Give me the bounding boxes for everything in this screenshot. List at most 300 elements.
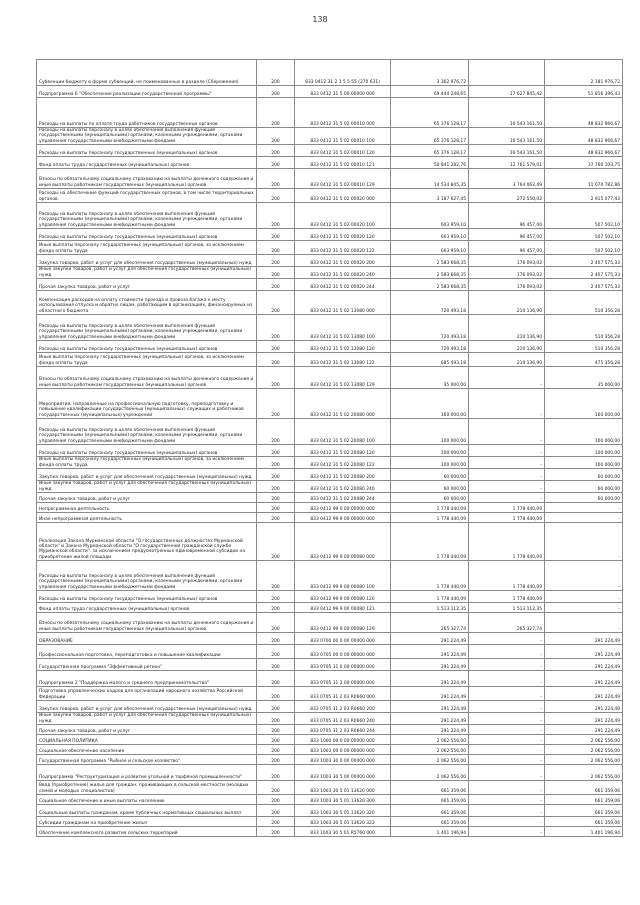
row-line-code: 200 [257,826,295,836]
row-line-code: 200 [257,60,295,86]
row-line-code: 200 [257,794,295,804]
row-budget-code: 833 0705 31 2 03 R0660 000 [295,686,391,700]
row-approved: 50 841 282,76 [391,156,469,168]
row-budget-code: 833 0705 00 0 00 00000 000 [295,644,391,658]
row-approved: 291 224,49 [391,658,469,670]
row-description: Расходы на выплаты персоналу государственных (муниципальных) органов [37,144,257,156]
row-description: Расходы на выплаты персоналу в целях обеспечения выполнения функций государственными (муниципальными) органами, казенными учреждениями, органами управления государственными внебюджетными фондами [37,560,257,590]
table-row [37,560,623,590]
row-executed: - [469,794,545,804]
row-executed: 16 543 161,50 [469,128,545,145]
row-line-code: 200 [257,156,295,168]
row-unexecuted: 2 407 575,33 [545,254,623,266]
row-executed: - [469,712,545,724]
row-budget-code: 833 0412 31 5 02 00020 122 [295,240,391,254]
row-unexecuted: 60 000,00 [545,468,623,480]
row-description: Взносы по обязательному социальному страхованию на выплаты денежного содержания и иные выплаты работникам государственных (муниципальных) органов [37,168,257,188]
row-budget-code: 833 0412 31 5 02 13080 100 [295,314,391,340]
table-row [37,522,623,560]
row-description: Фонд оплаты труда государственных (муниципальных) органов [37,602,257,612]
row-description: Закупка товаров, работ и услуг для обеспечения государственных (муниципальных) нужд [37,468,257,480]
row-budget-code: 833 0412 31 5 02 13080 000 [295,290,391,314]
table-row [37,240,623,254]
row-line-code: 200 [257,144,295,156]
row-executed: - [469,658,545,670]
table-row [37,794,623,804]
row-unexecuted: 37 760 103,75 [545,156,623,168]
row-approved: 291 224,49 [391,686,469,700]
row-budget-code: 833 0705 31 0 00 00000 000 [295,658,391,670]
table-row [37,754,623,764]
row-executed: - [469,480,545,492]
table-row [37,590,623,602]
row-line-code: 200 [257,388,295,418]
row-unexecuted: 475 356,28 [545,352,623,366]
row-unexecuted: 661 359,06 [545,780,623,794]
row-budget-code: 833 0412 99 9 00 00000 000 [295,512,391,522]
row-unexecuted: 510 356,28 [545,314,623,340]
row-executed: 96 457,00 [469,202,545,228]
table-row [37,492,623,502]
row-approved: 291 224,49 [391,712,469,724]
row-executed: 176 093,02 [469,266,545,278]
row-budget-code: 833 0412 31 5 02 13080 120 [295,340,391,352]
table-row [37,612,623,632]
table-row [37,144,623,156]
table-row [37,352,623,366]
row-budget-code: 833 0412 31 5 02 20080 000 [295,388,391,418]
row-line-code: 200 [257,98,295,128]
table-row [37,468,623,480]
row-description: Иные выплаты персоналу государственных (муниципальных) органов, за исключением фонда оплаты труда [37,352,257,366]
row-budget-code: 833 0412 31 5 02 00020 120 [295,228,391,240]
row-executed: - [469,816,545,826]
row-description: Мероприятия, направленные на профессиональную подготовку, переподготовку и повышение квалификации государственных (муниципальных) служащих и работников государственных (муниципальных) учреждений [37,388,257,418]
table-row [37,278,623,290]
row-approved: 1 401 196,94 [391,826,469,836]
row-line-code: 200 [257,670,295,686]
table-row [37,444,623,456]
row-line-code: 200 [257,278,295,290]
row-line-code: 200 [257,712,295,724]
row-executed: 96 457,00 [469,228,545,240]
row-executed: - [469,388,545,418]
row-budget-code: 833 0412 31 5 02 20080 120 [295,444,391,456]
row-budget-code: 833 1000 00 0 00 00000 000 [295,734,391,744]
row-approved: 1 778 440,09 [391,502,469,512]
row-approved: 720 493,18 [391,290,469,314]
row-executed: - [469,804,545,816]
row-line-code: 200 [257,456,295,468]
row-line-code: 200 [257,290,295,314]
row-executed: - [469,456,545,468]
row-description: Расходы на выплаты персоналу государственных (муниципальных) органов [37,340,257,352]
row-description: Иные закупки товаров, работ и услуг для обеспечения государственных (муниципальных) нужд [37,266,257,278]
row-budget-code: 833 0412 31 5 02 00020 000 [295,188,391,202]
row-budget-code: 833 0412 31 5 02 00010 120 [295,144,391,156]
table-row [37,128,623,145]
table-row [37,804,623,816]
row-unexecuted: 661 359,06 [545,816,623,826]
row-unexecuted: 48 832 966,67 [545,98,623,128]
row-description: Обеспечение комплексного развития сельских территорий [37,826,257,836]
row-unexecuted: 291 224,49 [545,700,623,712]
row-budget-code: 833 1003 30 5 01 13620 300 [295,794,391,804]
row-approved: 2 583 668,35 [391,254,469,266]
row-executed: 12 761 579,01 [469,156,545,168]
row-line-code: 200 [257,780,295,794]
table-row [37,290,623,314]
row-description: Ввод (приобретение) жилья для граждан, проживающих в сельской местности (молодых семей и молодых специалистов) [37,780,257,794]
row-approved: 603 959,10 [391,240,469,254]
row-unexecuted: 2 407 575,33 [545,278,623,290]
row-line-code: 200 [257,724,295,734]
row-description: Расходы на обеспечение функций государственных органов, в том числе территориальных органов [37,188,257,202]
row-line-code: 200 [257,754,295,764]
row-description: Расходы на выплаты по оплате труда работников государственных органов [37,98,257,128]
row-executed: 16 543 161,50 [469,144,545,156]
row-unexecuted: 291 224,49 [545,670,623,686]
table-row [37,602,623,612]
row-description: Иные закупки товаров, работ и услуг для обеспечения государственных (муниципальных) нужд [37,712,257,724]
row-line-code: 200 [257,700,295,712]
row-budget-code: 833 1003 30 5 00 00000 000 [295,764,391,780]
row-budget-code: 833 0412 31 2 1 5 5 55 (270 631) [295,60,391,86]
row-unexecuted: 510 356,28 [545,290,623,314]
row-approved: 14 534 845,35 [391,168,469,188]
row-unexecuted: 48 832 966,67 [545,128,623,145]
row-budget-code: 833 1003 30 5 01 13620 320 [295,804,391,816]
row-budget-code: 833 0705 31 2 03 R0660 240 [295,712,391,724]
table-row [37,512,623,522]
row-executed: - [469,644,545,658]
table-row [37,388,623,418]
row-line-code: 200 [257,266,295,278]
table-row [37,266,623,278]
row-unexecuted: 2 062 556,00 [545,754,623,764]
table-row [37,254,623,266]
table-row [37,632,623,644]
row-unexecuted: 507 502,10 [545,240,623,254]
row-line-code: 200 [257,128,295,145]
row-budget-code: 833 0412 31 5 02 00010 129 [295,168,391,188]
row-description: Социальное обеспечение и иные выплаты населению [37,794,257,804]
row-budget-code: 833 0412 31 5 02 20080 200 [295,468,391,480]
row-description: Расходы на выплаты персоналу в целях обеспечения выполнения функций государственными (муниципальными) органами, казенными учреждениями, органами управления государственными внебюджетными фондами [37,202,257,228]
table-row [37,670,623,686]
row-executed: - [469,754,545,764]
table-row [37,314,623,340]
row-unexecuted: 11 070 782,86 [545,168,623,188]
table-row [37,366,623,388]
row-line-code: 200 [257,168,295,188]
row-executed: 96 457,00 [469,240,545,254]
row-approved: 291 224,49 [391,644,469,658]
row-budget-code: 833 0700 00 0 00 00000 000 [295,632,391,644]
row-line-code: 200 [257,228,295,240]
row-line-code: 200 [257,612,295,632]
table-row [37,60,623,86]
row-executed: 1 778 440,09 [469,522,545,560]
row-unexecuted: 35 000,00 [545,366,623,388]
row-approved: 685 493,18 [391,352,469,366]
row-budget-code: 833 0412 31 5 00 00000 000 [295,86,391,98]
row-description: Социальные выплаты гражданам, кроме публичных нормативных социальных выплат [37,804,257,816]
row-executed: 17 627 845,42 [469,86,545,98]
row-executed: 176 093,02 [469,278,545,290]
row-line-code: 200 [257,202,295,228]
row-budget-code: 833 0412 31 5 02 00020 200 [295,254,391,266]
row-unexecuted: - [545,560,623,590]
row-description: Подпрограмма 2 "Поддержка малого и среднего предпринимательства" [37,670,257,686]
row-line-code: 200 [257,86,295,98]
row-executed: - [469,724,545,734]
row-unexecuted: 2 062 556,00 [545,764,623,780]
row-executed: 210 136,90 [469,314,545,340]
row-budget-code: 833 0412 31 5 02 00010 100 [295,128,391,145]
row-approved: 60 000,00 [391,468,469,480]
row-approved: 661 359,06 [391,780,469,794]
row-description: Взносы по обязательному социальному страхованию на выплаты денежного содержания и иные выплаты работникам государственных (муниципальных) органов [37,366,257,388]
row-budget-code: 833 1003 30 0 00 00000 000 [295,754,391,764]
row-budget-code: 833 0412 31 5 02 00020 240 [295,266,391,278]
row-line-code: 200 [257,502,295,512]
row-line-code: 200 [257,560,295,590]
table-row [37,480,623,492]
page-number: 138 [312,15,328,24]
row-description: Расходы на выплаты персоналу государственных (муниципальных) органов [37,228,257,240]
table-row [37,644,623,658]
table-row [37,418,623,444]
row-budget-code: 833 1003 00 0 00 00000 000 [295,744,391,754]
row-unexecuted: 1 401 196,94 [545,826,623,836]
table-row [37,744,623,754]
row-budget-code: 833 1003 30 5 01 13620 322 [295,816,391,826]
table-row [37,168,623,188]
row-unexecuted: - [545,512,623,522]
row-line-code: 200 [257,764,295,780]
table-row [37,712,623,724]
row-description: Подготовка управленческих кадров для организаций народного хозяйства Российской Федерации [37,686,257,700]
row-line-code: 200 [257,734,295,744]
row-unexecuted: - [545,590,623,602]
row-unexecuted: 160 000,00 [545,388,623,418]
row-executed: - [469,468,545,480]
row-unexecuted: - [545,502,623,512]
row-budget-code: 833 0705 31 2 03 R0660 244 [295,724,391,734]
row-budget-code: 833 0412 31 5 02 20080 240 [295,480,391,492]
table-row [37,86,623,98]
row-executed: - [469,444,545,456]
row-description: Расходы на выплаты персоналу государственных (муниципальных) органов [37,444,257,456]
row-approved: 265 327,74 [391,612,469,632]
row-executed: 1 778 440,09 [469,560,545,590]
row-unexecuted: 291 224,49 [545,724,623,734]
row-approved: 1 778 440,09 [391,560,469,590]
row-executed: 272 550,02 [469,188,545,202]
row-budget-code: 833 0412 31 5 02 00020 244 [295,278,391,290]
row-executed: - [469,670,545,686]
row-approved: 661 359,06 [391,816,469,826]
row-budget-code: 833 0412 99 9 00 00080 120 [295,590,391,602]
row-approved: 291 224,49 [391,670,469,686]
row-unexecuted: 291 224,49 [545,644,623,658]
budget-execution-table [36,59,623,837]
row-budget-code: 833 0412 31 5 02 13080 122 [295,352,391,366]
row-executed [469,60,545,86]
row-executed: 1 778 440,09 [469,512,545,522]
row-description: Субвенции бюджету в форме субвенций, не поименованных в разделе (Сбережения) [37,60,257,86]
row-description: Подпрограмма "Реструктуризация и развитие угольной и торфяной промышленности" [37,764,257,780]
row-description: Государственная программа "Эффективный регион" [37,658,257,670]
row-unexecuted: 60 000,00 [545,492,623,502]
row-description: Взносы по обязательному социальному страхованию на выплаты денежного содержания и иные выплаты работникам государственных (муниципальных) органов [37,612,257,632]
row-description: Прочая закупка товаров, работ и услуг [37,492,257,502]
row-unexecuted: 60 000,00 [545,480,623,492]
row-approved: 35 000,00 [391,366,469,388]
row-budget-code: 833 0412 99 9 00 00080 100 [295,560,391,590]
row-line-code: 200 [257,492,295,502]
row-executed: 210 136,90 [469,290,545,314]
row-line-code: 200 [257,314,295,340]
row-approved: 1 778 440,09 [391,512,469,522]
row-description: Расходы на выплаты персоналу в целях обеспечения выполнения функций государственными (муниципальными) органами, казенными учреждениями, органами управления государственными внебюджетными фондами [37,314,257,340]
row-approved: 291 224,49 [391,700,469,712]
row-line-code: 200 [257,602,295,612]
row-approved: 3 187 627,45 [391,188,469,202]
row-line-code: 200 [257,444,295,456]
row-executed: - [469,744,545,754]
row-unexecuted: 661 359,06 [545,794,623,804]
row-approved: 100 000,00 [391,418,469,444]
row-executed: 16 543 161,50 [469,98,545,128]
row-unexecuted: - [545,522,623,560]
row-line-code: 200 [257,240,295,254]
table-row [37,340,623,352]
row-unexecuted: - [545,602,623,612]
row-description: ОБРАЗОВАНИЕ [37,632,257,644]
row-approved: 2 062 556,00 [391,744,469,754]
row-unexecuted: 2 407 575,33 [545,266,623,278]
table-row [37,658,623,670]
row-description: Фонд оплаты труда государственных (муниципальных) органов [37,156,257,168]
table-row [37,780,623,794]
table-row [37,700,623,712]
row-approved: 2 583 668,35 [391,266,469,278]
table-row [37,156,623,168]
row-approved: 65 376 128,17 [391,128,469,145]
row-budget-code: 833 1003 30 5 01 R5760 000 [295,826,391,836]
row-line-code: 200 [257,418,295,444]
row-budget-code: 833 0705 31 2 00 00000 000 [295,670,391,686]
row-line-code: 200 [257,512,295,522]
row-line-code: 200 [257,480,295,492]
row-budget-code: 833 0412 31 5 02 13080 129 [295,366,391,388]
row-line-code: 200 [257,658,295,670]
row-executed: 1 778 440,09 [469,502,545,512]
row-budget-code: 833 0412 31 5 02 20080 244 [295,492,391,502]
row-approved: 603 959,10 [391,228,469,240]
row-description: Реализация Закона Мурманской области "О государственных должностях Мурманской области" и Закона Мурманской области "О государственной гражданской службе Мурманской области", за исключением предусмотренных единовременной субсидии на приобретение жилой площади [37,522,257,560]
table-row [37,816,623,826]
row-line-code: 200 [257,816,295,826]
table-row [37,456,623,468]
row-approved: 291 224,49 [391,724,469,734]
table-row [37,228,623,240]
table-row [37,826,623,836]
row-approved: 160 000,00 [391,388,469,418]
row-approved: 60 000,00 [391,492,469,502]
row-approved: 2 583 668,35 [391,278,469,290]
row-unexecuted: 510 356,28 [545,340,623,352]
row-approved: 603 959,10 [391,202,469,228]
table-row [37,202,623,228]
row-approved: 1 513 112,35 [391,602,469,612]
row-executed: - [469,632,545,644]
row-unexecuted: 507 502,10 [545,202,623,228]
table-row [37,724,623,734]
row-description: Прочая закупка товаров, работ и услуг [37,278,257,290]
row-unexecuted: 51 816 396,43 [545,86,623,98]
row-unexecuted: 661 359,06 [545,804,623,816]
row-budget-code: 833 0412 31 5 02 00020 100 [295,202,391,228]
row-approved: 100 000,00 [391,456,469,468]
row-budget-code: 833 0412 31 5 02 00010 000 [295,98,391,128]
row-executed: - [469,418,545,444]
row-description: Иные закупки товаров, работ и услуг для обеспечения государственных (муниципальных) нужд [37,480,257,492]
row-executed: - [469,686,545,700]
row-description: Субсидии гражданам на приобретение жилья [37,816,257,826]
row-unexecuted: 291 224,49 [545,712,623,724]
row-unexecuted: 100 000,00 [545,418,623,444]
row-approved: 2 062 556,00 [391,764,469,780]
row-line-code: 200 [257,340,295,352]
row-unexecuted: 2 181 976,72 [545,60,623,86]
row-line-code: 200 [257,188,295,202]
row-line-code: 200 [257,632,295,644]
row-executed: 1 778 440,09 [469,590,545,602]
row-approved: 661 359,06 [391,794,469,804]
row-approved: 720 493,18 [391,340,469,352]
table-row [37,502,623,512]
row-approved: 720 493,18 [391,314,469,340]
row-unexecuted: 48 832 966,67 [545,144,623,156]
row-executed: - [469,366,545,388]
row-unexecuted: 291 224,49 [545,658,623,670]
row-line-code: 200 [257,522,295,560]
row-description: Прочая закупка товаров, работ и услуг [37,724,257,734]
row-executed: - [469,826,545,836]
row-executed: - [469,492,545,502]
row-unexecuted: 507 502,10 [545,228,623,240]
row-line-code: 200 [257,366,295,388]
row-executed: 3 764 062,49 [469,168,545,188]
table-row [37,188,623,202]
row-description: Расходы на выплаты персоналу в целях обеспечения выполнения функций государственными (муниципальными) органами, казенными учреждениями, органами управления государственными внебюджетными фондами [37,418,257,444]
row-line-code: 200 [257,744,295,754]
row-executed: 265 327,74 [469,612,545,632]
row-unexecuted: 291 224,49 [545,686,623,700]
row-description: Профессиональная подготовка, переподготовка и повышение квалификации [37,644,257,658]
row-budget-code: 833 0412 31 5 02 20080 100 [295,418,391,444]
row-description: Иная непрограммная деятельность [37,512,257,522]
row-approved: 2 062 556,00 [391,754,469,764]
row-approved: 69 444 248,65 [391,86,469,98]
table-row [37,764,623,780]
row-executed: - [469,764,545,780]
row-executed: 176 093,02 [469,254,545,266]
row-line-code: 200 [257,468,295,480]
